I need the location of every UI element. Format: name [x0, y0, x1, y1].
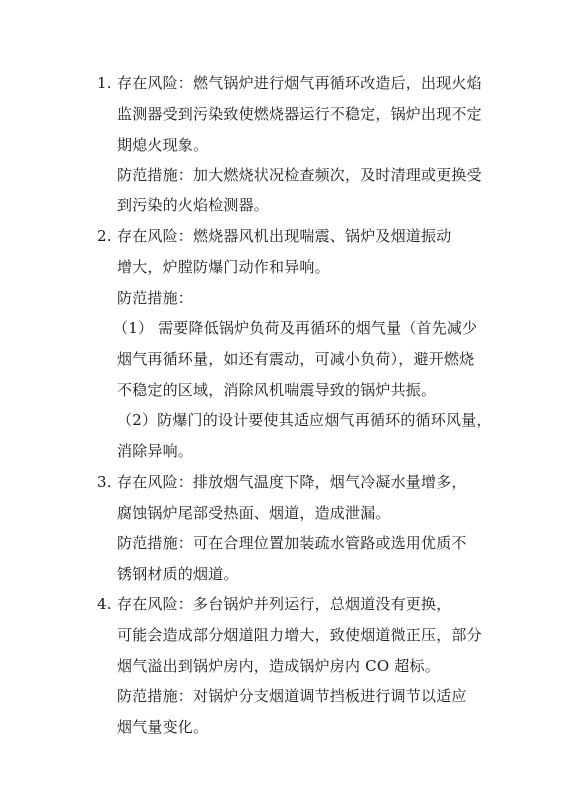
item-1-risk-line-2: 监测器受到污染致使燃烧器运行不稳定，锅炉出现不定 [117, 105, 482, 123]
item-2-measure-line-5: （2）防爆门的设计要使其适应烟气再循环的循环风量， [117, 411, 492, 429]
item-3-risk-line-2: 腐蚀锅炉尾部受热面、烟道，造成泄漏。 [117, 504, 391, 522]
item-2-measure-label: 防范措施： [117, 289, 194, 307]
item-4-number: 4. [97, 595, 112, 613]
item-4-risk-line-3: 烟气溢出到锅炉房内，造成锅炉房内 CO 超标。 [117, 657, 440, 675]
item-2-measure-line-4: 不稳定的区域，消除风机喘震导致的锅炉共振。 [117, 381, 437, 399]
item-1-measure-line-1: 防范措施：加大燃烧状况检查频次，及时清理或更换受 [117, 166, 482, 184]
item-3-measure-line-1: 防范措施：可在合理位置加装疏水管路或选用优质不 [117, 534, 467, 552]
item-4-measure-line-1: 防范措施：对锅炉分支烟道调节挡板进行调节以适应 [117, 687, 467, 705]
item-2-risk-line-2: 增大，炉膛防爆门动作和异响。 [117, 258, 330, 276]
item-1-risk-line-3: 期熄火现象。 [117, 136, 209, 154]
item-3-number: 3. [97, 473, 112, 491]
item-4-risk-line-1: 存在风险：多台锅炉并列运行，总烟道没有更换， [117, 595, 452, 613]
item-1-risk-line-1: 存在风险：燃气锅炉进行烟气再循环改造后，出现火焰 [117, 74, 482, 92]
item-2-risk-line-1: 存在风险：燃烧器风机出现喘震、锅炉及烟道振动 [117, 227, 452, 245]
item-3-measure-line-2: 锈钢材质的烟道。 [117, 565, 239, 583]
item-2-number: 2. [97, 227, 112, 245]
item-4-risk-line-2: 可能会造成部分烟道阻力增大，致使烟道微正压，部分 [117, 626, 482, 644]
item-2-measure-line-2: （1） 需要降低锅炉负荷及再循环的烟气量（首先减少 [113, 319, 478, 337]
item-1-measure-line-2: 到污染的火焰检测器。 [117, 196, 270, 214]
item-2-measure-line-6: 消除异响。 [117, 442, 194, 460]
item-2-measure-line-3: 烟气再循环量，如还有震动，可减小负荷），避开燃烧 [117, 350, 475, 368]
item-3-risk-line-1: 存在风险：排放烟气温度下降，烟气冷凝水量增多， [117, 473, 467, 491]
item-1-number: 1. [97, 74, 112, 92]
item-4-measure-line-2: 烟气量变化。 [117, 718, 209, 736]
